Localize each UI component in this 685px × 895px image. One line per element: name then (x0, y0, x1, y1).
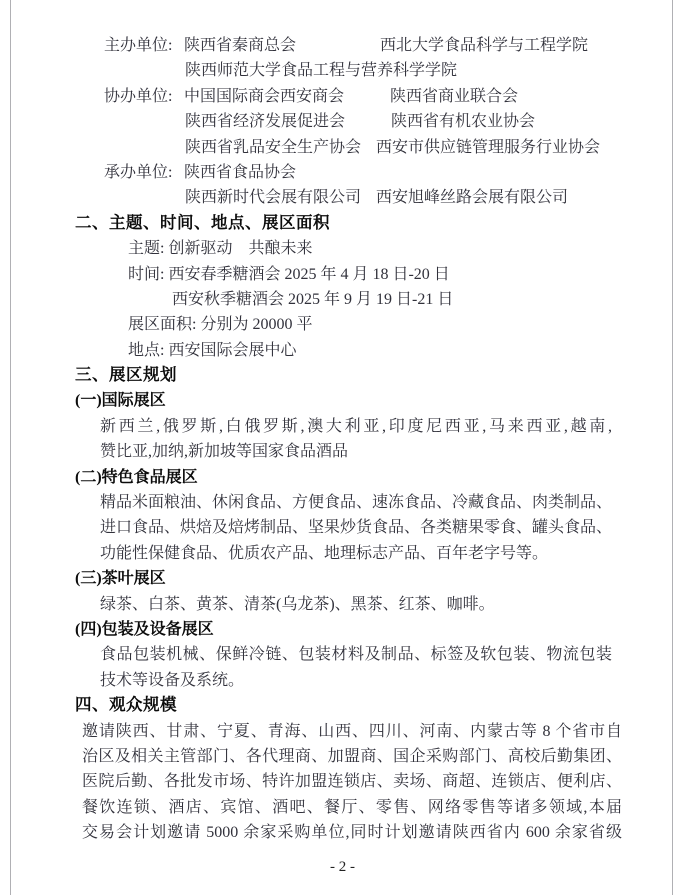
body-line: 医院后勤、各批发市场、特许加盟连锁店、卖场、商超、连锁店、便利店、 (82, 773, 622, 791)
body-line: 技术等设备及系统。 (100, 671, 245, 689)
org-label: 主办单位: (104, 37, 173, 54)
org-label: 协办单位: (104, 87, 173, 105)
body-line: 进口食品、烘焙及焙烤制品、坚果炒货食品、各类糖果零食、罐头食品、 (100, 519, 613, 537)
section-heading: 四、观众规模 (75, 696, 177, 715)
body-line: 功能性保健食品、优质农产品、地理标志产品、百年老字号等。 (100, 544, 549, 562)
detail-line: 西安秋季糖酒会 2025 年 9 月 19 日-21 日 (172, 290, 454, 308)
body-line: 绿茶、白茶、黄茶、清茶(乌龙茶)、黑茶、红茶、咖啡。 (100, 595, 495, 613)
footer-page-number: - 2 - (330, 858, 355, 875)
org-row (104, 160, 685, 185)
org-col1: 陕西省秦商总会 (184, 37, 297, 54)
org-label: 承办单位: (104, 163, 173, 181)
subsection-heading: (三)茶叶展区 (75, 570, 166, 588)
body-line: 新西兰,俄罗斯,白俄罗斯,澳大利亚,印度尼西亚,马来西亚,越南, (100, 417, 612, 435)
body-line: 治区及相关主管部门、各代理商、加盟商、国企采购部门、高校后勤集团、 (82, 747, 622, 765)
org-col2: 西安市供应链管理服务行业协会 (376, 138, 601, 156)
body-line: 邀请陕西、甘肃、宁夏、青海、山西、四川、河南、内蒙古等 8 个省市自 (82, 722, 622, 740)
body-line: 赞比亚,加纳,新加坡等国家食品酒品 (100, 443, 349, 461)
body-line: 餐饮连锁、酒店、宾馆、酒吧、餐厅、零售、网络零售等诸多领域,本届 (82, 798, 622, 816)
org-col2: 陕西省商业联合会 (390, 87, 519, 105)
org-row (185, 109, 685, 134)
body-line: 交易会计划邀请 5000 余家采购单位,同时计划邀请陕西省内 600 余家省级 (82, 824, 622, 842)
subsection-heading: (二)特色食品展区 (75, 468, 198, 486)
detail-line: 时间: 西安春季糖酒会 2025 年 4 月 18 日-20 日 (128, 265, 450, 283)
org-row (185, 185, 685, 210)
org-row (104, 84, 685, 109)
section-heading: 三、展区规划 (75, 366, 177, 385)
org-col2: 陕西省有机农业协会 (391, 113, 536, 131)
org-col1: 陕西新时代会展有限公司 (185, 189, 362, 207)
org-col1: 陕西省食品协会 (184, 163, 297, 181)
detail-line: 地点: 西安国际会展中心 (128, 341, 297, 359)
org-col1: 陕西省乳品安全生产协会 (185, 138, 362, 156)
org-col1: 陕西师范大学食品工程与营养科学学院 (185, 62, 458, 80)
org-col1: 陕西省经济发展促进会 (185, 113, 346, 131)
section-heading: 二、主题、时间、地点、展区面积 (75, 213, 330, 232)
subsection-heading: (四)包装及设备展区 (75, 620, 214, 638)
detail-line: 主题: 创新驱动 共酿未来 (128, 240, 313, 258)
body-line: 精品米面粮油、休闲食品、方便食品、速冻食品、冷藏食品、肉类制品、 (100, 494, 613, 512)
subsection-heading: (一)国际展区 (75, 392, 166, 410)
detail-line: 展区面积: 分别为 20000 平 (128, 316, 313, 334)
org-col2: 西安旭峰丝路会展有限公司 (376, 189, 569, 207)
org-col2: 西北大学食品科学与工程学院 (380, 37, 589, 54)
org-col1: 中国国际商会西安商会 (184, 87, 345, 105)
org-row (104, 33, 685, 58)
org-row (185, 58, 685, 83)
body-line: 食品包装机械、保鲜冷链、包装材料及制品、标签及软包装、物流包装 (100, 646, 612, 664)
org-row (185, 135, 685, 160)
